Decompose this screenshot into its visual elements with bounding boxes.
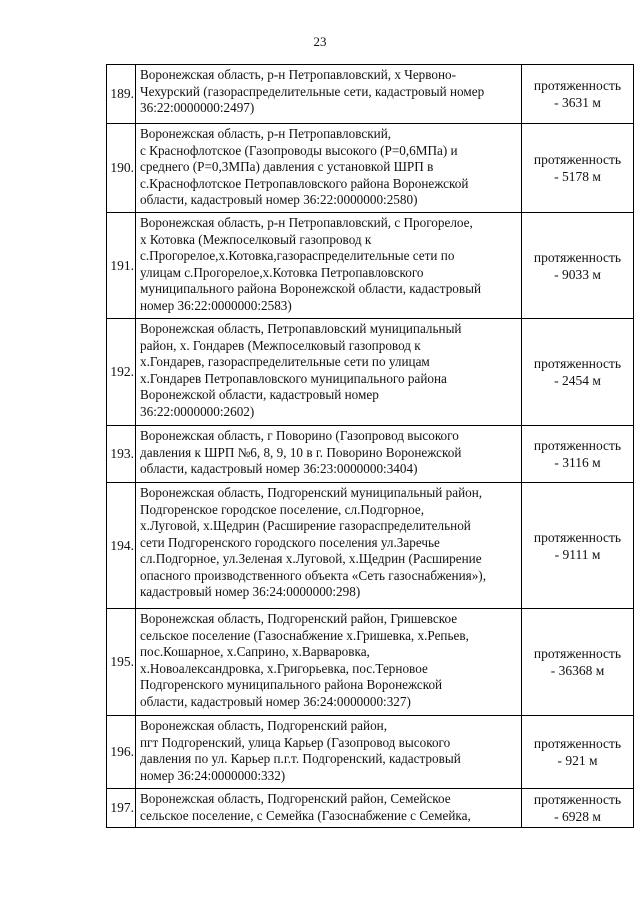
length-label: протяженность — [533, 792, 622, 807]
description-line: 36:22:0000000:2497) — [140, 100, 255, 115]
gas-network-registry-table — [106, 64, 634, 828]
table-row — [107, 483, 634, 609]
description-line: Подгоренское городское поселение, сл.Подгорное, — [140, 501, 425, 517]
length-label: протяженность — [533, 646, 622, 661]
table-row — [107, 426, 634, 483]
length-label: протяженность — [533, 529, 622, 545]
length-value — [522, 124, 634, 213]
description-line: опасного производственного объекта «Сеть газоснабжения»), — [140, 567, 486, 583]
row-number: 196. — [107, 716, 136, 789]
length-amount: - 9033 м — [554, 266, 601, 282]
length-amount: - 5178 м — [554, 169, 601, 184]
description-line: х Котовка (Межпоселковый газопровод к — [140, 231, 372, 247]
row-number: 195. — [107, 609, 136, 716]
length-amount: - 2454 м — [554, 373, 601, 388]
table-row — [107, 789, 634, 828]
description-line: с.Краснофлотское Петропавловского района Воронежской — [140, 175, 469, 191]
row-number: 193. — [107, 426, 136, 483]
description-line: Воронежская область, Подгоренский район, Гришевское — [140, 611, 458, 626]
description-line: 36:22:0000000:2602) — [140, 403, 255, 419]
length-amount: - 3631 м — [554, 95, 601, 110]
description-line: улицам с.Прогорелое,х.Котовка Петропавловского — [140, 264, 424, 280]
registry-table-body — [107, 65, 634, 828]
length-value — [522, 609, 634, 716]
object-description — [136, 426, 522, 483]
description-line: области, кадастровый номер 36:24:0000000:327) — [140, 693, 411, 709]
description-line: Воронежская область, г Поворино (Газопровод высокого — [140, 428, 459, 443]
length-value — [522, 716, 634, 789]
table-row — [107, 213, 634, 319]
description-line: пос.Кошарное, х.Саприно, х.Варваровка, — [140, 644, 370, 659]
description-line: сл.Подгорное, ул.Зеленая х.Луговой, х.Щедрин (Расширение — [140, 551, 482, 566]
description-line: Воронежская область, Петропавловский муниципальный — [140, 321, 462, 336]
length-amount: - 6928 м — [554, 809, 601, 824]
table-row — [107, 609, 634, 716]
description-line: Воронежская область, Подгоренский район, Семейское — [140, 791, 451, 806]
length-value — [522, 426, 634, 483]
length-value — [522, 213, 634, 319]
object-description — [136, 716, 522, 789]
object-description — [136, 789, 522, 828]
description-line: сети Подгоренского городского поселения ул.Заречье — [140, 534, 440, 550]
object-description — [136, 65, 522, 124]
table-row — [107, 319, 634, 426]
description-line: Чехурский (газораспределительные сети, кадастровый номер — [140, 83, 485, 99]
length-label: протяженность — [533, 736, 622, 751]
description-line: Воронежская область, р-н Петропавловский, с Прогорелое, — [140, 215, 473, 230]
description-line: кадастровый номер 36:24:0000000:298) — [140, 584, 361, 599]
length-label: протяженность — [533, 438, 622, 453]
table-row — [107, 65, 634, 124]
object-description — [136, 213, 522, 319]
description-line: Подгоренского муниципального района Воронежской — [140, 677, 443, 692]
description-line: давления по ул. Карьер п.г.т. Подгоренский, кадастровый — [140, 751, 461, 766]
length-label: протяженность — [533, 356, 622, 371]
description-line: с.Прогорелое,х.Котовка,газораспределительные сети по — [140, 248, 455, 263]
object-description — [136, 609, 522, 716]
length-label: протяженность — [533, 78, 622, 93]
description-line: Воронежская область, Подгоренский муниципальный район, — [140, 485, 483, 500]
row-number: 189. — [107, 65, 136, 124]
description-line: Воронежской области, кадастровый номер — [140, 387, 379, 402]
description-line: Воронежская область, р-н Петропавловский, х Червоно- — [140, 67, 457, 82]
description-line: Воронежская область, Подгоренский район, — [140, 718, 388, 733]
row-number: 192. — [107, 319, 136, 426]
description-line: х.Новоалександровка, х.Григорьевка, пос.Терновое — [140, 660, 428, 676]
row-number: 197. — [107, 789, 136, 828]
length-label: протяженность — [533, 152, 622, 167]
length-amount: - 36368 м — [550, 663, 605, 678]
description-line: номер 36:24:0000000:332) — [140, 767, 286, 783]
object-description — [136, 124, 522, 213]
description-line: номер 36:22:0000000:2583) — [140, 297, 292, 313]
row-number: 191. — [107, 213, 136, 319]
object-description — [136, 319, 522, 426]
object-description — [136, 483, 522, 609]
length-amount: - 921 м — [557, 753, 598, 768]
length-amount: - 9111 м — [554, 546, 601, 562]
length-label: протяженность — [533, 249, 622, 265]
description-line: области, кадастровый номер 36:23:0000000:3404) — [140, 461, 418, 476]
length-amount: - 3116 м — [554, 455, 601, 470]
description-line: давления к ШРП №6, 8, 9, 10 в г. Поворино Воронежской — [140, 444, 462, 460]
length-value — [522, 789, 634, 828]
length-value — [522, 319, 634, 426]
description-line: сельское поселение, с Семейка (Газоснабжение с Семейка, — [140, 807, 471, 823]
description-line: сельское поселение (Газоснабжение х.Гришевка, х.Репьев, — [140, 627, 469, 643]
table-row — [107, 124, 634, 213]
table-row — [107, 716, 634, 789]
description-line: муниципального района Воронежской области, кадастровый — [140, 281, 482, 296]
description-line: с Краснофлотское (Газопроводы высокого (P=0,6МПа) и — [140, 142, 458, 158]
description-line: области, кадастровый номер 36:22:0000000:2580) — [140, 192, 418, 207]
page-number: 23 — [313, 34, 327, 49]
length-value — [522, 483, 634, 609]
description-line: х.Луговой, х.Щедрин (Расширение газораспределительной — [140, 518, 471, 533]
description-line: Воронежская область, р-н Петропавловский, — [140, 126, 392, 141]
description-line: пгт Подгоренский, улица Карьер (Газопровод высокого — [140, 734, 451, 750]
description-line: х.Гондарев Петропавловского муниципального района — [140, 370, 447, 386]
description-line: х.Гондарев, газораспределительные сети по улицам — [140, 354, 430, 369]
length-value — [522, 65, 634, 124]
row-number: 194. — [107, 483, 136, 609]
row-number: 190. — [107, 124, 136, 213]
description-line: среднего (P=0,3МПа) давления с установкой ШРП в — [140, 159, 434, 174]
description-line: район, х. Гондарев (Межпоселковый газопровод к — [140, 337, 421, 353]
